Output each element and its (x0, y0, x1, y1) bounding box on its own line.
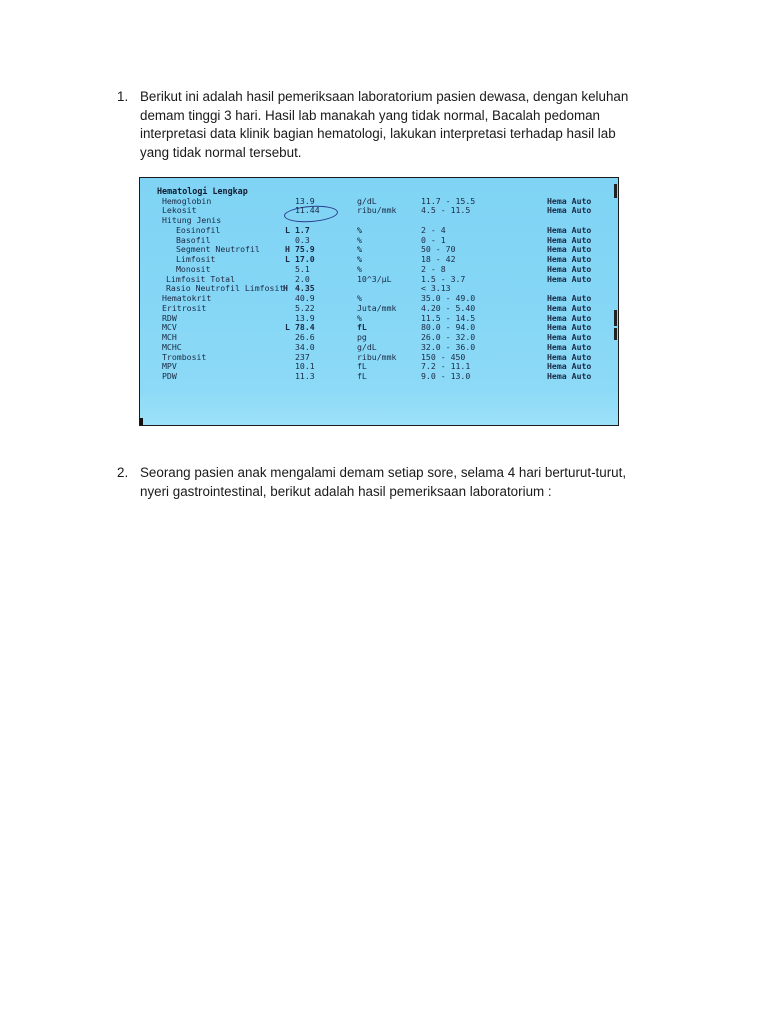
lab-test-name: MCV (162, 322, 177, 333)
lab-range: 80.0 - 94.0 (421, 322, 476, 333)
lab-method: Hema Auto (547, 263, 592, 274)
lab-method: Hema Auto (547, 371, 592, 381)
question-1-line: yang tidak normal tersebut. (140, 144, 302, 160)
lab-range: 150 - 450 (421, 351, 466, 362)
photo-edge-mark (614, 310, 617, 326)
lab-value: 40.9 (295, 293, 315, 303)
lab-range: 7.2 - 11.1 (421, 361, 471, 372)
lab-range: 50 - 70 (421, 244, 456, 255)
lab-test-name: Lekosit (162, 205, 197, 216)
lab-unit: ribu/mmk (357, 351, 397, 362)
question-1-text (140, 88, 665, 162)
lab-method: Hema Auto (547, 195, 592, 206)
lab-method: Hema Auto (547, 302, 592, 313)
lab-flag: L (285, 322, 290, 333)
lab-value: 13.9 (295, 195, 315, 206)
lab-result-photo (139, 177, 619, 426)
photo-glare (140, 388, 618, 425)
lab-range: 11.7 - 15.5 (421, 195, 476, 206)
lab-test-name: Limfosit (176, 254, 216, 264)
lab-range: 4.5 - 11.5 (421, 205, 471, 216)
lab-range: 0 - 1 (421, 234, 446, 245)
lab-test-name: Hitung Jenis (162, 215, 222, 225)
lab-method: Hema Auto (547, 273, 592, 284)
lab-range: 2 - 4 (421, 224, 446, 235)
lab-unit: fL (357, 371, 367, 381)
lab-test-name: PDW (162, 371, 177, 381)
lab-flag: H (285, 244, 290, 255)
lab-unit: ribu/mmk (357, 205, 397, 216)
lab-value: 11.3 (295, 371, 315, 381)
lab-value: 2.0 (295, 273, 310, 284)
lab-test-name: Rasio Neutrofil Limfosit (166, 283, 285, 294)
lab-range: 1.5 - 3.7 (421, 273, 466, 284)
lab-unit: % (357, 224, 362, 235)
question-2-line: nyeri gastrointestinal, berikut adalah hasil pemeriksaan laboratorium : (140, 483, 552, 499)
lab-range: 2 - 8 (421, 263, 446, 274)
lab-method: Hema Auto (547, 205, 592, 216)
lab-method: Hema Auto (547, 254, 592, 264)
lab-method: Hema Auto (547, 351, 592, 362)
lab-unit: % (357, 254, 362, 264)
photo-edge-mark (614, 328, 617, 340)
photo-edge-mark (140, 418, 143, 426)
lab-test-name: Segment Neutrofil (176, 244, 260, 255)
question-1-line: demam tinggi 3 hari. Hasil lab manakah yang tidak normal, Bacalah pedoman (140, 107, 601, 123)
question-2-number: 2. (117, 465, 129, 480)
lab-method: Hema Auto (547, 341, 592, 352)
lab-method: Hema Auto (547, 234, 592, 245)
lab-range: < 3.13 (421, 283, 451, 294)
lab-method: Hema Auto (547, 361, 592, 372)
lab-value: 78.4 (295, 322, 315, 333)
lab-value: 5.1 (295, 263, 310, 274)
lab-value: 5.22 (295, 302, 315, 313)
lab-value: 4.35 (295, 283, 315, 294)
lab-test-name: Monosit (176, 263, 211, 274)
lab-value: 34.0 (295, 341, 315, 352)
lab-flag: L (285, 224, 290, 235)
lab-method: Hema Auto (547, 332, 592, 342)
lab-value: 26.6 (295, 332, 315, 342)
question-1-line: Berikut ini adalah hasil pemeriksaan laboratorium pasien dewasa, dengan keluhan (140, 89, 629, 104)
lab-test-name: Trombosit (162, 351, 207, 362)
lab-unit: fL (357, 361, 367, 372)
lab-value: 13.9 (295, 312, 315, 323)
lab-method: Hema Auto (547, 244, 592, 255)
lab-range: 35.0 - 49.0 (421, 293, 476, 303)
lab-test-name: Limfosit Total (166, 273, 236, 284)
lab-unit: % (357, 244, 362, 255)
lab-unit: % (357, 263, 362, 274)
lab-unit: 10^3/µL (357, 273, 392, 284)
lab-test-name: RDW (162, 312, 177, 323)
question-2-text (140, 464, 665, 501)
lab-unit: pg (357, 332, 367, 342)
lab-method: Hema Auto (547, 322, 592, 333)
lab-unit: g/dL (357, 195, 377, 206)
lab-flag: L (285, 254, 290, 264)
question-2-line: Seorang pasien anak mengalami demam setiap sore, selama 4 hari berturut-turut, (140, 465, 627, 480)
lab-unit: % (357, 312, 362, 323)
lab-range: 11.5 - 14.5 (421, 312, 476, 323)
lab-test-name: MPV (162, 361, 177, 372)
lab-test-name: MCHC (162, 341, 182, 352)
lab-test-name: Basofil (176, 234, 211, 245)
lab-value: 11.44 (295, 205, 320, 216)
lab-value: 75.9 (295, 244, 315, 255)
lab-flag: H (283, 283, 288, 294)
photo-edge-mark (614, 184, 617, 198)
lab-method: Hema Auto (547, 312, 592, 323)
lab-range: 18 - 42 (421, 254, 456, 264)
lab-report-title: Hematologi Lengkap (157, 186, 248, 196)
lab-method: Hema Auto (547, 224, 592, 235)
lab-value: 17.0 (295, 254, 315, 264)
lab-test-name: Eosinofil (176, 224, 221, 235)
lab-unit: % (357, 234, 362, 245)
lab-range: 4.20 - 5.40 (421, 302, 476, 313)
lab-value: 237 (295, 351, 310, 362)
lab-unit: fL (357, 322, 367, 333)
lab-test-name: Hematokrit (162, 293, 212, 303)
lab-range: 26.0 - 32.0 (421, 332, 476, 342)
lab-value: 0.3 (295, 234, 310, 245)
lab-value: 1.7 (295, 224, 310, 235)
lab-unit: Juta/mmk (357, 302, 397, 313)
lab-method: Hema Auto (547, 293, 592, 303)
lab-unit: % (357, 293, 362, 303)
lab-unit: g/dL (357, 341, 377, 352)
question-1-line: interpretasi data klinik bagian hematologi, lakukan interpretasi terhadap hasil lab (140, 126, 616, 141)
lab-test-name: MCH (162, 332, 177, 342)
question-1-number: 1. (117, 89, 129, 104)
lab-test-name: Hemoglobin (162, 195, 212, 206)
lab-range: 9.0 - 13.0 (421, 371, 471, 381)
lab-range: 32.0 - 36.0 (421, 341, 476, 352)
lab-value: 10.1 (295, 361, 315, 372)
lab-test-name: Eritrosit (162, 302, 207, 313)
